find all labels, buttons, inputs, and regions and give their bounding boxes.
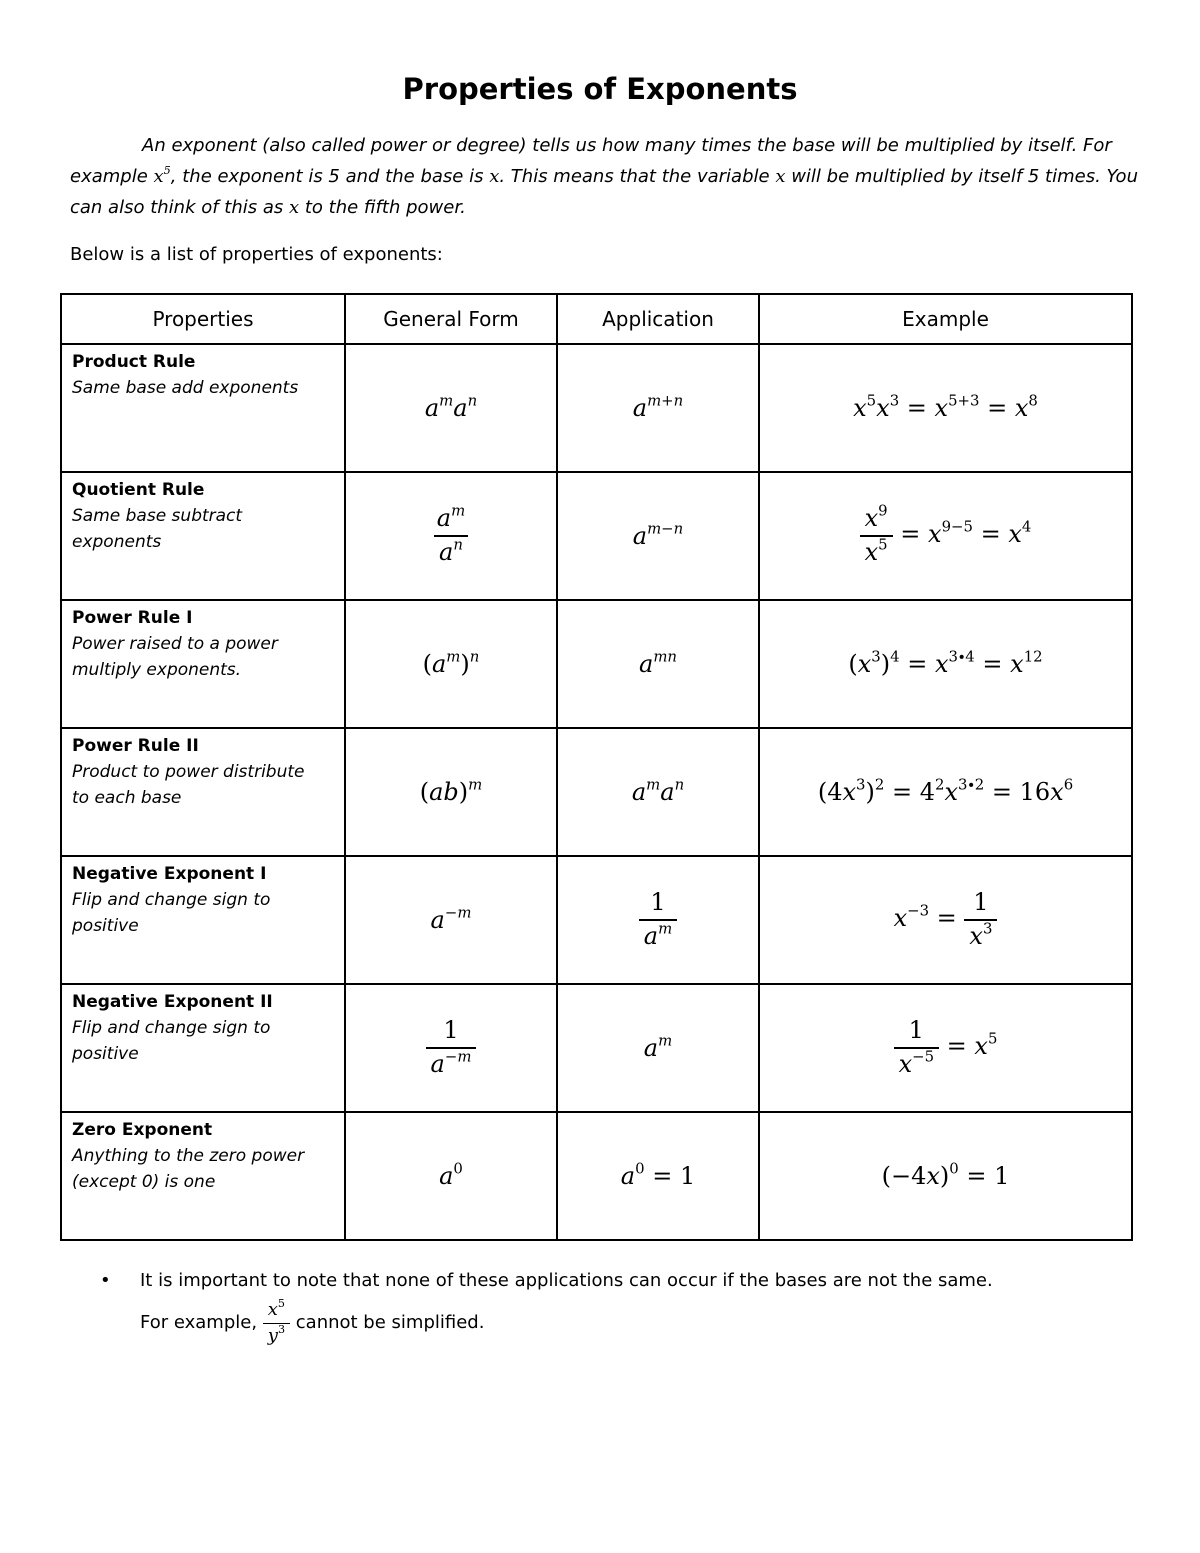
property-cell	[61, 984, 345, 1112]
fraction: $\frac{x^9}{x^5}$	[860, 505, 893, 566]
property-cell	[61, 344, 345, 472]
header-general-form: General Form	[345, 294, 557, 344]
page-title: Properties of Exponents	[402, 72, 798, 106]
rule-name: Negative Exponent II	[72, 992, 273, 1012]
note-text: It is important to note that none of these applications can occur if the bases are not the same.	[140, 1270, 993, 1291]
table-header-row	[61, 294, 1132, 344]
rule-name: Zero Exponent	[72, 1120, 213, 1140]
table-row	[61, 472, 1132, 600]
fraction: $\frac{x^5}{y^3}$	[263, 1300, 290, 1346]
property-cell	[61, 472, 345, 600]
general-form-cell: $a^ma^n$	[345, 344, 557, 472]
fraction: $\frac{1}{a^{-m}}$	[426, 1017, 477, 1078]
intro-paragraph	[70, 130, 1140, 223]
rule-name: Negative Exponent I	[72, 864, 267, 884]
fraction: $\frac{1}{x^3}$	[964, 889, 997, 950]
example-cell: $\frac{1}{x^{-5}}$ = $x^5$	[759, 984, 1132, 1112]
application-cell: $a^{mn}$	[557, 600, 759, 728]
example-cell: $(-4x)^0 = 1$	[759, 1112, 1132, 1240]
general-form-cell	[345, 472, 557, 600]
rule-description: Same base add exponents	[72, 378, 299, 398]
rule-description: Flip and change sign to positive	[72, 1018, 271, 1064]
list-lead: Below is a list of properties of exponents:	[70, 244, 443, 265]
intro-text: , the exponent is 5 and the base is	[170, 166, 490, 187]
rule-name: Product Rule	[72, 352, 196, 372]
inline-math: x	[775, 166, 786, 187]
fraction: $\frac{1}{x^{-5}}$	[894, 1017, 939, 1078]
header-example: Example	[759, 294, 1132, 344]
rule-name: Power Rule II	[72, 736, 199, 756]
fraction: $\frac{a^m}{a^n}$	[432, 505, 470, 566]
application-cell: $a^ma^n$	[557, 728, 759, 856]
bullet-icon: •	[100, 1270, 111, 1291]
property-cell	[61, 856, 345, 984]
table-row	[61, 344, 1132, 472]
header-properties: Properties	[61, 294, 345, 344]
rule-name: Quotient Rule	[72, 480, 205, 500]
rule-description: Same base subtract exponents	[72, 506, 243, 552]
table-row	[61, 728, 1132, 856]
intro-text: . This means that the variable	[499, 166, 776, 187]
rule-description: Anything to the zero power (except 0) is one	[72, 1146, 305, 1192]
rule-description: Power raised to a power multiply exponents.	[72, 634, 278, 680]
table-row	[61, 984, 1132, 1112]
application-cell: $a^m$	[557, 984, 759, 1112]
header-application: Application	[557, 294, 759, 344]
general-form-cell: $a^0$	[345, 1112, 557, 1240]
rule-name: Power Rule I	[72, 608, 193, 628]
inline-math: x	[289, 197, 300, 218]
example-cell: $(4x^3)^2 = 4^2x^{3\cdot 2} = 16x^6$	[759, 728, 1132, 856]
fraction: $\frac{1}{a^m}$	[639, 889, 677, 950]
application-cell: $a^0 = 1$	[557, 1112, 759, 1240]
rule-description: Flip and change sign to positive	[72, 890, 271, 936]
table-row	[61, 856, 1132, 984]
general-form-cell: $a^{-m}$	[345, 856, 557, 984]
general-form-cell: $(a^m)^n$	[345, 600, 557, 728]
intro-text: will be multiplied by itself 5 times. You can also think of this as	[70, 166, 1138, 218]
intro-text: to the fifth power.	[299, 197, 466, 218]
application-cell: $a^{m-n}$	[557, 472, 759, 600]
example-cell: $\frac{x^9}{x^5}$ = $x^{9-5} = x^4$	[759, 472, 1132, 600]
table-row	[61, 1112, 1132, 1240]
example-cell: $(x^3)^4 = x^{3\cdot 4} = x^{12}$	[759, 600, 1132, 728]
note-example: For example, $\frac{x^5}{y^3}$ cannot be simplified.	[140, 1297, 485, 1346]
rule-description: Product to power distribute to each base	[72, 762, 305, 808]
example-cell: $x^5x^3 = x^{5+3} = x^8$	[759, 344, 1132, 472]
property-cell	[61, 1112, 345, 1240]
application-cell: $a^{m+n}$	[557, 344, 759, 472]
inline-math: x	[489, 166, 500, 187]
intro-text: An exponent (also called power or degree) tells us how many times the base will be multiplied by itself. For example	[70, 135, 1112, 187]
properties-table	[60, 293, 1133, 1241]
table-row	[61, 600, 1132, 728]
general-form-cell	[345, 984, 557, 1112]
example-cell: $x^{-3}$ = $\frac{1}{x^3}$	[759, 856, 1132, 984]
inline-math: $x^5$	[153, 164, 171, 187]
application-cell	[557, 856, 759, 984]
property-cell	[61, 600, 345, 728]
property-cell	[61, 728, 345, 856]
general-form-cell: (ab)$^m$	[345, 728, 557, 856]
